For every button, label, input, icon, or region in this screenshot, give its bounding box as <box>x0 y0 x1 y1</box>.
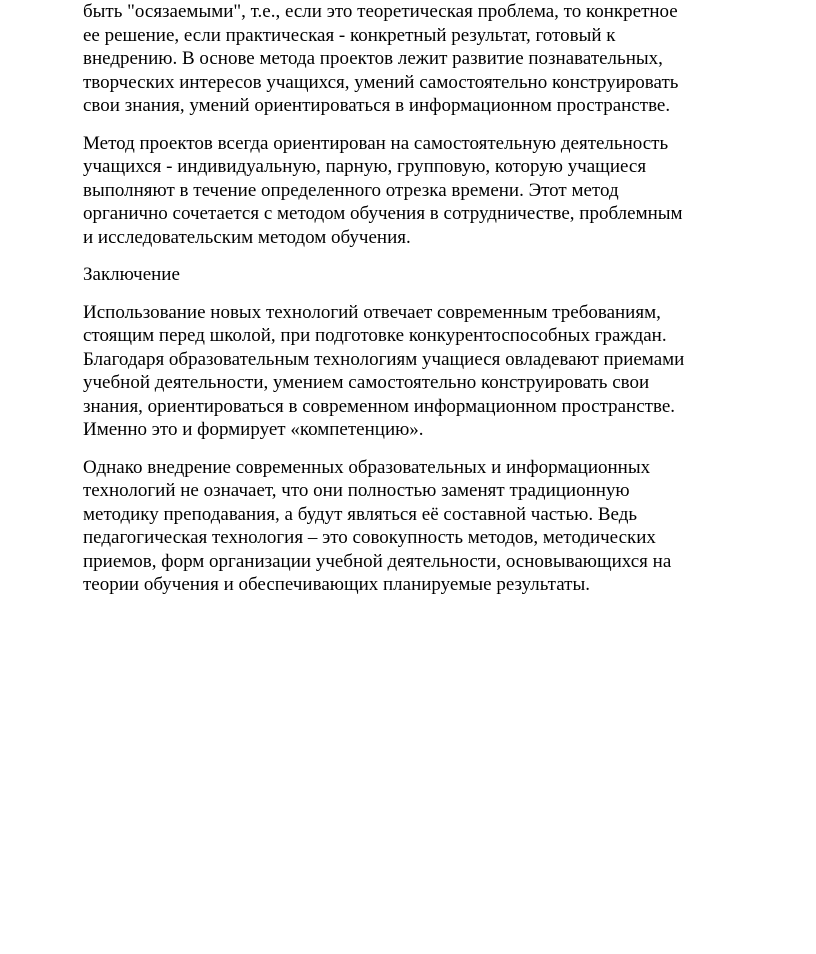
text-line: Использование новых технологий отвечает современным требованиям, <box>83 301 661 323</box>
text-line: органично сочетается с методом обучения в сотрудничестве, проблемным <box>83 203 683 224</box>
text-line: Благодаря образовательным технологиям учащиеся овладевают приемами <box>83 348 685 370</box>
text-line: знания, ориентироваться в современном информационном пространстве. <box>83 395 675 417</box>
text-line: творческих интересов учащихся, умений самостоятельно конструировать <box>83 71 679 93</box>
paragraph-new-technologies <box>83 301 743 442</box>
text-line: стоящим перед школой, при подготовке конкурентоспособных граждан. <box>83 325 667 346</box>
text-line: технологий не означает, что они полностью заменят традиционную <box>83 480 630 501</box>
paragraph-traditional-methodology <box>83 456 743 597</box>
text-line: педагогическая технология – это совокупность методов, методических <box>83 527 656 548</box>
text-line: учащихся - индивидуальную, парную, групповую, которую учащиеся <box>83 156 647 177</box>
heading-text: Заключение <box>83 264 180 285</box>
text-line: теории обучения и обеспечивающих планируемые результаты. <box>83 574 590 595</box>
text-line: быть "осязаемыми", т.е., если это теоретическая проблема, то конкретное <box>83 1 678 22</box>
text-line: Именно это и формирует «компетенцию». <box>83 419 424 440</box>
paragraph-project-method <box>83 132 743 250</box>
text-line: свои знания, умений ориентироваться в информационном пространстве. <box>83 95 671 116</box>
section-heading-conclusion <box>83 263 743 287</box>
paragraph-project-results <box>83 0 743 118</box>
text-line: внедрению. В основе метода проектов лежит развитие познавательных, <box>83 48 663 69</box>
text-line: и исследовательским методом обучения. <box>83 226 411 248</box>
text-line: Однако внедрение современных образовательных и информационных <box>83 456 651 478</box>
text-line: методику преподавания, а будут являться её составной частью. Ведь <box>83 503 638 525</box>
text-line: Метод проектов всегда ориентирован на самостоятельную деятельность <box>83 132 669 154</box>
text-line: ее решение, если практическая - конкретный результат, готовый к <box>83 24 616 46</box>
document-body <box>83 0 743 611</box>
text-line: приемов, форм организации учебной деятельности, основывающихся на <box>83 550 672 572</box>
text-line: выполняют в течение определенного отрезка времени. Этот метод <box>83 179 619 201</box>
text-line: учебной деятельности, умением самостоятельно конструировать свои <box>83 372 650 393</box>
